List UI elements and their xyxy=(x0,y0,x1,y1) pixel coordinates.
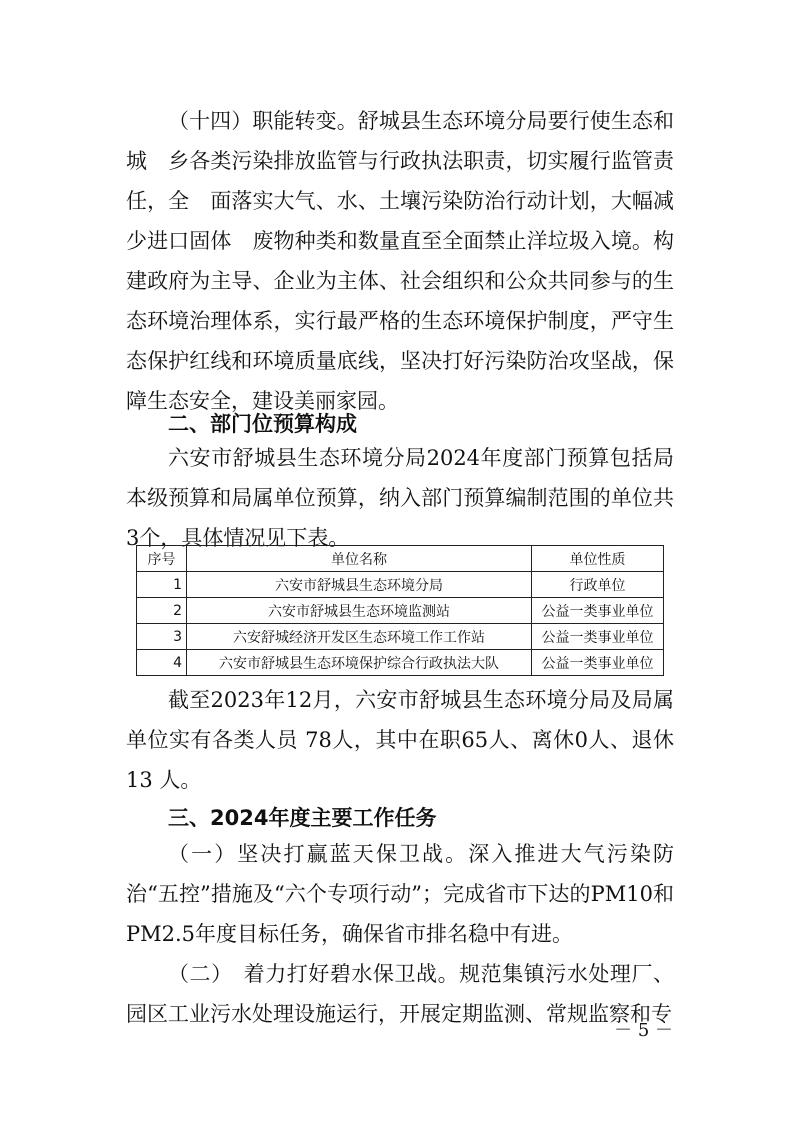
cell-serial: 1 xyxy=(137,572,187,598)
header-unit-type: 单位性质 xyxy=(532,546,664,572)
cell-serial: 3 xyxy=(137,624,187,650)
cell-unit-type: 公益一类事业单位 xyxy=(532,624,664,650)
cell-serial: 2 xyxy=(137,598,187,624)
paragraph-budget-scope: 六安市舒城县生态环境分局2024年度部门预算包括局本级预算和局属单位预算，纳入部门预算编制范围的单位共3个，具体情况见下表。 xyxy=(126,446,674,550)
paragraph-clear-water-defense: （二） 着力打好碧水保卫战。规范集镇污水处理厂、园区工业污水处理设施运行，开展定期监测、常规监察和专 xyxy=(126,962,674,1026)
paragraph-staff-count: 截至2023年12月，六安市舒城县生态环境分局及局属单位实有各类人员 78人，其中在职65人、离休0人、退休13 人。 xyxy=(126,688,674,792)
header-unit-name: 单位名称 xyxy=(187,546,532,572)
cell-unit-type: 公益一类事业单位 xyxy=(532,650,664,676)
table-row xyxy=(137,650,664,676)
table-row xyxy=(137,624,664,650)
cell-serial: 4 xyxy=(137,650,187,676)
units-table xyxy=(136,545,664,676)
table-row xyxy=(137,572,664,598)
paragraph-blue-sky-defense: （一）坚决打赢蓝天保卫战。深入推进大气污染防治“五控”措施及“六个专项行动”；完成省市下达的PM10和PM2.5年度目标任务，确保省市排名稳中有进。 xyxy=(126,842,674,946)
section-heading-budget-composition: 二、部门位预算构成 xyxy=(168,412,357,436)
cell-unit-name: 六安舒城经济开发区生态环境工作工作站 xyxy=(187,624,532,650)
header-serial: 序号 xyxy=(137,546,187,572)
paragraph-function-transformation: （十四）职能转变。舒城县生态环境分局要行使生态和城 乡各类污染排放监管与行政执法职责，切实履行监管责任，全 面落实大气、水、土壤污染防治行动计划，大幅减少进口固体 废物种类和数量直至全面禁止洋垃圾入境。构建政府为主导、企业为主体、社会组织和公众共同参与的生态环境治理体系，实行最严格的生态环境保护制度，严守生态保护红线和环境质量底线，坚决打好污染防治攻坚战，保障生态安全，建设美丽家园。 xyxy=(126,109,674,413)
table-row xyxy=(137,598,664,624)
table-header-row xyxy=(137,546,664,572)
section-heading-main-tasks: 三、2024年度主要工作任务 xyxy=(168,806,437,830)
cell-unit-name: 六安市舒城县生态环境保护综合行政执法大队 xyxy=(187,650,532,676)
cell-unit-type: 公益一类事业单位 xyxy=(532,598,664,624)
cell-unit-name: 六安市舒城县生态环境监测站 xyxy=(187,598,532,624)
cell-unit-name: 六安市舒城县生态环境分局 xyxy=(187,572,532,598)
page-number: － 5 － xyxy=(614,1020,673,1041)
cell-unit-type: 行政单位 xyxy=(532,572,664,598)
